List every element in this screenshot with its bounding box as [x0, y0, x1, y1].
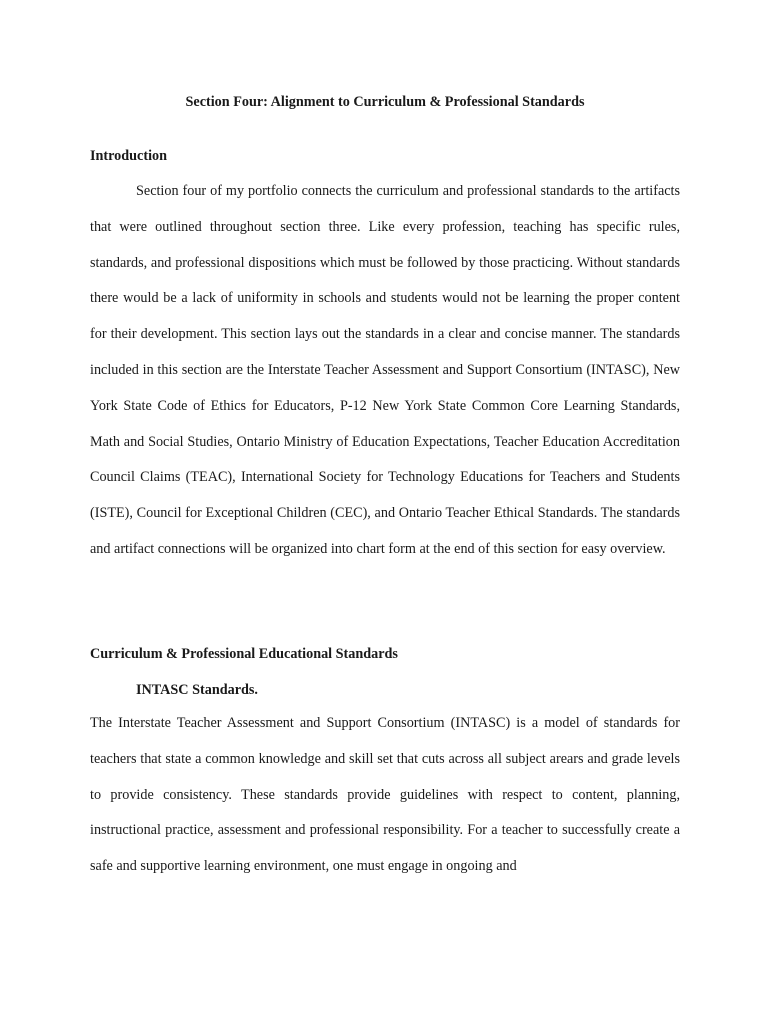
introduction-paragraph: Section four of my portfolio connects the curriculum and professional standards to the artifacts that were outlined throughout section three. Like every profession, teaching has specific rules, standards, and professional dispositions which must be followed by those practicing. Without standards there would be a lack of uniformity in schools and students would not be learning the proper content for their development. This section lays out the standards in a clear and concise manner. The standards included in this section are the Interstate Teacher Assessment and Support Consortium (INTASC), New York State Code of Ethics for Educators, P-12 New York State Common Core Learning Standards, Math and Social Studies, Ontario Ministry of Education Expectations, Teacher Education Accreditation Council Claims (TEAC), International Society for Technology Educations for Teachers and Students (ISTE), Council for Exceptional Children (CEC), and Ontario Teacher Ethical Standards. The standards and artifact connections will be organized into chart form at the end of this section for easy overview. [90, 183, 680, 557]
introduction-heading: Introduction [90, 148, 167, 164]
intasc-standards-subheading: INTASC Standards. [136, 682, 258, 698]
intasc-paragraph: The Interstate Teacher Assessment and Support Consortium (INTASC) is a model of standards for teachers that state a common knowledge and skill set that cuts across all subject arears and grade levels to provide consistency. These standards provide guidelines with respect to content, planning, instructional practice, assessment and professional responsibility. For a teacher to successfully create a safe and supportive learning environment, one must engage in ongoing and [90, 715, 680, 875]
document-title: Section Four: Alignment to Curriculum & Professional Standards [185, 94, 585, 110]
curriculum-standards-heading: Curriculum & Professional Educational Standards [90, 646, 398, 662]
